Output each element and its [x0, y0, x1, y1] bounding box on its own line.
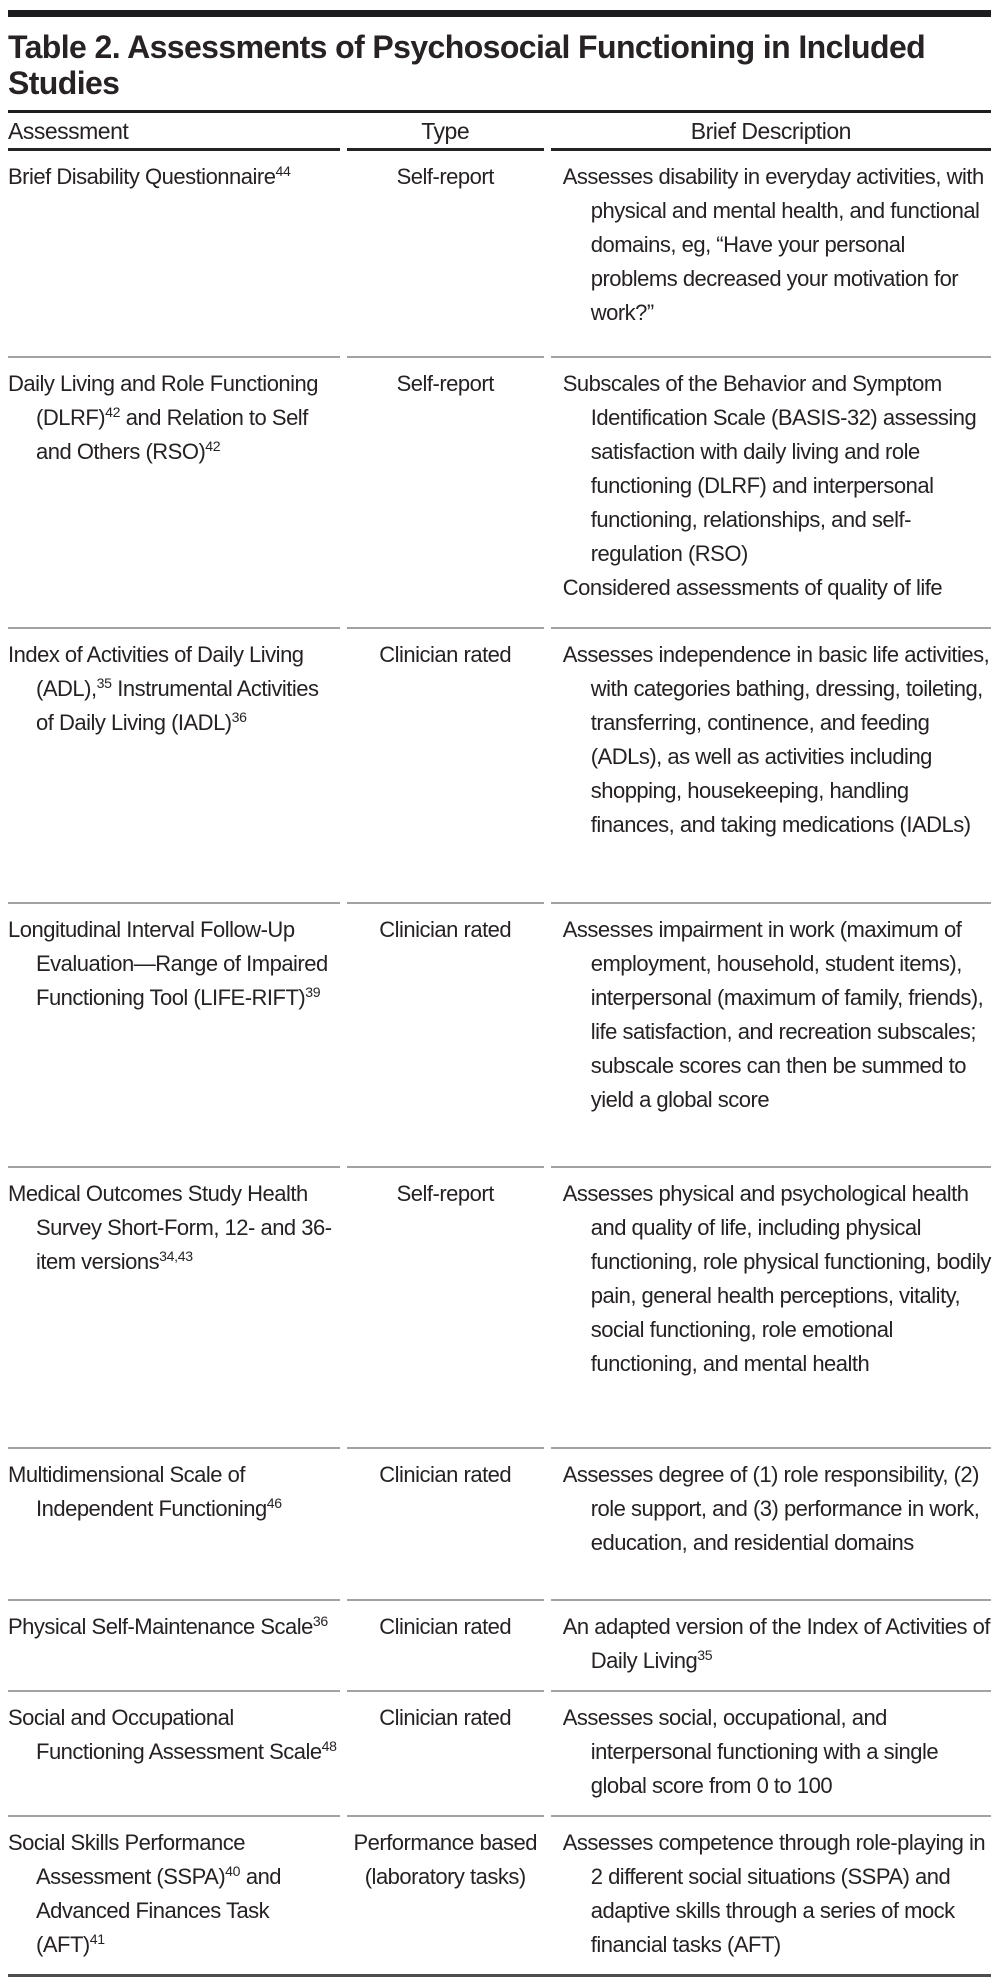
description-paragraph: Assesses social, occupational, and interpersonal functioning with a single global score from 0 to 100 [562, 1705, 939, 1798]
description-cell [551, 904, 991, 1168]
reference-superscript: 48 [321, 1738, 337, 1755]
table-row [8, 358, 991, 629]
reference-superscript: 40 [225, 1863, 241, 1880]
table-row [8, 1168, 991, 1449]
assessment-name: Brief Disability Questionnaire$^{44}$ [8, 163, 291, 189]
assessment-cell [8, 1449, 340, 1601]
assessment-name: Medical Outcomes Study Health Survey Short-Form, 12- and 36-item versions$^{34,43}$ [8, 1181, 332, 1274]
reference-superscript: 42 [105, 404, 121, 421]
assessment-cell [8, 1692, 340, 1817]
description-paragraph: Subscales of the Behavior and Symptom Identification Scale (BASIS-32) assessing satisfaction with daily living and role functioning (DLRF) and interpersonal functioning, relationships, and self-regulation (RSO) [562, 371, 977, 566]
type-cell: Clinician rated [347, 629, 544, 904]
assessment-name: Daily Living and Role Functioning (DLRF)$^{42}$ and Relation to Self and Others (RSO)$^{42}$ [8, 371, 319, 464]
reference-superscript: 44 [275, 163, 291, 180]
table-row [8, 1601, 991, 1692]
description-paragraph: Assesses competence through role-playing in 2 different social situations (SSPA) and adaptive skills through a series of mock financial tasks (AFT) [562, 1830, 986, 1957]
assessment-cell [8, 904, 340, 1168]
description-paragraph: Assesses impairment in work (maximum of employment, household, student items), interpersonal (maximum of family, friends), life satisfaction, and recreation subscales; subscale scores can then be summed to yield a global score [562, 917, 984, 1112]
assessment-cell [8, 1601, 340, 1692]
description-paragraph: Assesses independence in basic life activities, with categories bathing, dressing, toileting, transferring, continence, and feeding (ADLs), as well as activities including shopping, housekeeping, handling finances, and taking medications (IADLs) [562, 642, 990, 837]
type-cell: Self-report [347, 1168, 544, 1449]
description-cell [551, 151, 991, 358]
type-cell: Clinician rated [347, 904, 544, 1168]
table-body [8, 151, 991, 1974]
reference-superscript: 36 [312, 1613, 328, 1630]
column-header-type: Type [347, 113, 544, 151]
reference-superscript: 39 [305, 984, 321, 1001]
top-rule [8, 10, 991, 17]
description-paragraph: An adapted version of the Index of Activities of Daily Living$^{35}$ [562, 1614, 990, 1673]
type-cell: Performance based (laboratory tasks) [353, 1830, 537, 1889]
assessments-table [1, 113, 998, 1974]
reference-superscript: 42 [205, 438, 221, 455]
description-paragraph: Assesses physical and psychological health and quality of life, including physical functioning, role physical functioning, bodily pain, general health perceptions, vitality, social functioning, role emotional functioning, and mental health [562, 1181, 991, 1376]
description-cell [551, 1168, 991, 1449]
assessment-name: Physical Self-Maintenance Scale$^{36}$ [8, 1613, 328, 1639]
header-row [8, 113, 991, 151]
description-cell [551, 1601, 991, 1692]
type-cell: Clinician rated [347, 1692, 544, 1817]
assessment-cell [8, 1817, 340, 1974]
reference-superscript: 36 [231, 709, 247, 726]
bottom-rule [8, 1974, 991, 1977]
description-paragraph: Considered assessments of quality of life [562, 575, 943, 600]
assessment-cell [8, 1168, 340, 1449]
type-cell: Self-report [347, 358, 544, 629]
description-cell [551, 358, 991, 629]
type-cell: Self-report [347, 151, 544, 358]
table-row [8, 1692, 991, 1817]
description-cell [551, 1449, 991, 1601]
type-cell: Clinician rated [347, 1601, 544, 1692]
reference-superscript: 34,43 [159, 1248, 193, 1265]
description-paragraph: Assesses degree of (1) role responsibility, (2) role support, and (3) performance in work, education, and residential domains [562, 1462, 980, 1555]
type-cell: Clinician rated [347, 1449, 544, 1601]
reference-superscript: 35 [697, 1647, 713, 1664]
description-cell [551, 1692, 991, 1817]
column-header-assessment: Assessment [8, 113, 340, 151]
assessment-name: Social Skills Performance Assessment (SSPA)$^{40}$ and Advanced Finances Task (AFT)$^{41}$ [8, 1830, 282, 1957]
column-header-description: Brief Description [551, 113, 991, 151]
assessment-name: Social and Occupational Functioning Assessment Scale$^{48}$ [8, 1705, 337, 1764]
assessment-name: Multidimensional Scale of Independent Functioning$^{46}$ [8, 1462, 282, 1521]
reference-superscript: 46 [266, 1495, 282, 1512]
table-row [8, 629, 991, 904]
description-cell [551, 629, 991, 904]
assessment-cell [8, 358, 340, 629]
table-row [8, 151, 991, 358]
table-title: Table 2. Assessments of Psychosocial Functioning in Included Studies [8, 29, 926, 101]
assessment-cell [8, 151, 340, 358]
reference-superscript: 41 [89, 1931, 105, 1948]
description-paragraph: Assesses disability in everyday activities, with physical and mental health, and functional domains, eg, “Have your personal problems decreased your motivation for work?” [562, 164, 984, 325]
table-row [8, 904, 991, 1168]
table-row [8, 1449, 991, 1601]
assessment-cell [8, 629, 340, 904]
reference-superscript: 35 [96, 675, 112, 692]
table-row [8, 1817, 991, 1974]
table-figure [8, 10, 991, 1977]
assessment-name: Longitudinal Interval Follow-Up Evaluation—Range of Impaired Functioning Tool (LIFE-RIFT)$^{39}$ [8, 917, 328, 1010]
assessment-name: Index of Activities of Daily Living (ADL),$^{35}$ Instrumental Activities of Daily Living (IADL)$^{36}$ [8, 642, 319, 735]
description-cell [551, 1817, 991, 1974]
